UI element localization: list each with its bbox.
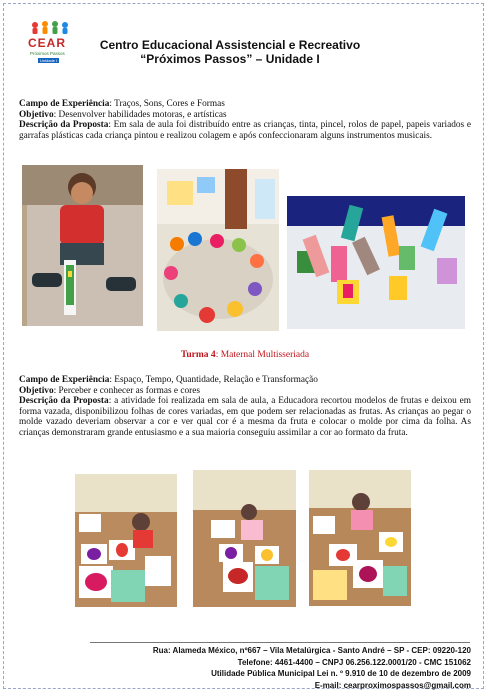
footer-divider: [90, 642, 470, 643]
logo-text: CEAR: [28, 36, 67, 50]
objetivo-value: : Desenvolver habilidades motoras, e artísticas: [53, 109, 227, 120]
logo-unit: Unidade I: [40, 58, 58, 63]
campo-label: Campo de Experiência: [19, 375, 110, 385]
title-line-1: Centro Educacional Assistencial e Recreativo: [99, 38, 361, 52]
footer-email: E-mail: cearproximospassos@gmail.com: [314, 680, 471, 690]
photo-fruit-matching-2: [193, 470, 296, 607]
page-title: [95, 38, 365, 66]
footer-address: Rua: Alameda México, nº667 – Vila Metalúrgica - Santo André – SP - CEP: 09220-120: [152, 646, 471, 655]
footer-phone: Telefone: 4461-4400 – CNPJ 06.256.122.0001/20 - CMC 151062: [237, 657, 471, 667]
objetivo-label: Objetivo: [19, 109, 54, 120]
campo-label: Campo de Experiência: [19, 99, 110, 109]
photo-fruit-matching-1: [75, 474, 177, 607]
section-2: [19, 375, 471, 439]
objetivo-label: Objetivo: [19, 385, 54, 396]
logo-subtitle: Próximos Passos: [30, 51, 65, 56]
descricao-value: : Em sala de aula foi distribuído entre as crianças, tinta, pincel, rolos de papel, papeis variados e garrafas plásticas cada criança pintou e realizou colagem e após confeccionaram alguns instrumentos musicais.: [19, 120, 471, 141]
turma-value: : Maternal Multisseriada: [215, 350, 310, 360]
objetivo-value: : Perceber e conhecer as formas e cores: [53, 385, 200, 396]
photo-painted-bottles: [287, 196, 465, 329]
title-line-2: “Próximos Passos” – Unidade I: [140, 52, 320, 66]
photo-children-circle: [157, 169, 279, 331]
campo-value: : Traços, Sons, Cores e Formas: [109, 99, 225, 109]
cear-logo: [26, 20, 76, 66]
descricao-label: Descrição da Proposta: [19, 396, 109, 407]
footer-law: Utilidade Pública Municipal Lei n. º 9.910 de 10 de dezembro de 2009: [211, 669, 471, 678]
turma-label: Turma 4: [180, 350, 216, 360]
footer: [91, 645, 471, 691]
turma-heading: [19, 350, 471, 360]
descricao-label: Descrição da Proposta: [19, 120, 109, 131]
campo-value: : Espaço, Tempo, Quantidade, Relação e Transformação: [109, 375, 318, 385]
descricao-value: : a atividade foi realizada em sala de aula, a Educadora recortou modelos de frutas e deixou em forma vazada, disponibilizou folhas de cores variadas, em que podem ser relacionadas as frutas. As crianças ao pegar o molde vazado deveriam observar a cor e ver qual cor é a mesma da fruta e colocar o molde por cima da folha. As crianças demonstraram grande entusiasmo e a sua maioria conseguiu assimilar a cor ao formato da fruta.: [19, 396, 472, 438]
photo-fruit-matching-3: [309, 470, 411, 606]
photo-child-painting: [22, 165, 143, 326]
section-1: [19, 99, 471, 141]
